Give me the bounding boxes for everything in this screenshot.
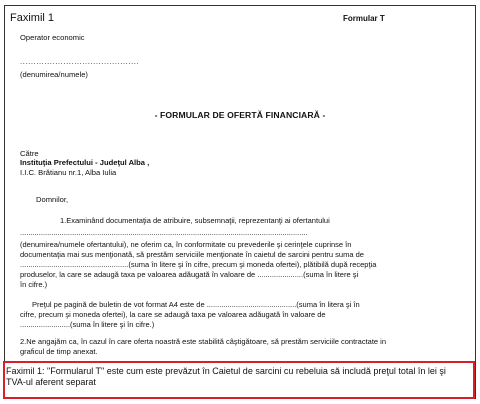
p2-line1: Preţul pe pagină de buletin de vot format A4 este de ...........................................(suma în litera şi în [32, 300, 360, 309]
p1-line7: în cifre.) [20, 280, 48, 289]
to-label: Către [20, 149, 39, 158]
operator-dots: ............................................ [20, 57, 140, 66]
p1-line6: produselor, la care se adaugă taxa pe valoarea adăugată în valoare de ......................(suma în litere şi [20, 270, 359, 279]
p2-line3: ........................(suma în litere şi în cifre.) [20, 320, 155, 329]
operator-label: Operator economic [20, 33, 85, 42]
institution-address: I.I.C. Brătianu nr.1, Alba Iulia [20, 168, 117, 177]
p1-line4: documentaţia mai sus menţionată, să prestăm serviciile menţionate în caietul de sarcini pentru suma de [20, 250, 364, 259]
p1-line2: .......................................................................................................................................... [20, 228, 308, 237]
document-title: - FORMULAR DE OFERTĂ FINANCIARĂ - [154, 110, 326, 120]
p2-line2: cifre, precum şi moneda ofertei), la care se adaugă taxa pe valoarea adăugată în valoare de [20, 310, 326, 319]
p1-line3: (denumirea/numele ofertantului), ne oferim ca, în conformitate cu prevederile şi cerinţele cuprinse în [20, 240, 352, 249]
p1-line5: ....................................................(suma în litere şi în cifre, precum şi moneda ofertei), plătibilă după recepţia [20, 260, 377, 269]
institution-name: Instituţia Prefectului - Judeţul Alba , [20, 158, 150, 167]
faximil-note: Faximil 1: "Formularul T" este cum este prevăzut în Caietul de sarcini cu rebeluia să includă preţul total în lei şi TVA-ul aferent separat [6, 366, 446, 387]
formular-label: Formular T [343, 14, 385, 23]
p1-line1: 1.Examinând documentaţia de atribuire, subsemnaţii, reprezentanţi ai ofertantului [60, 216, 330, 225]
name-label: (denumirea/numele) [20, 70, 88, 79]
p3-line1: 2.Ne angajăm ca, în cazul în care oferta noastră este stabilită câştigătoare, să prestăm serviciile contractate in [20, 337, 387, 346]
salutation: Domnilor, [36, 195, 69, 204]
faximil-tag: Faximil 1 [10, 12, 55, 24]
p3-line2: graficul de timp anexat. [20, 347, 98, 356]
